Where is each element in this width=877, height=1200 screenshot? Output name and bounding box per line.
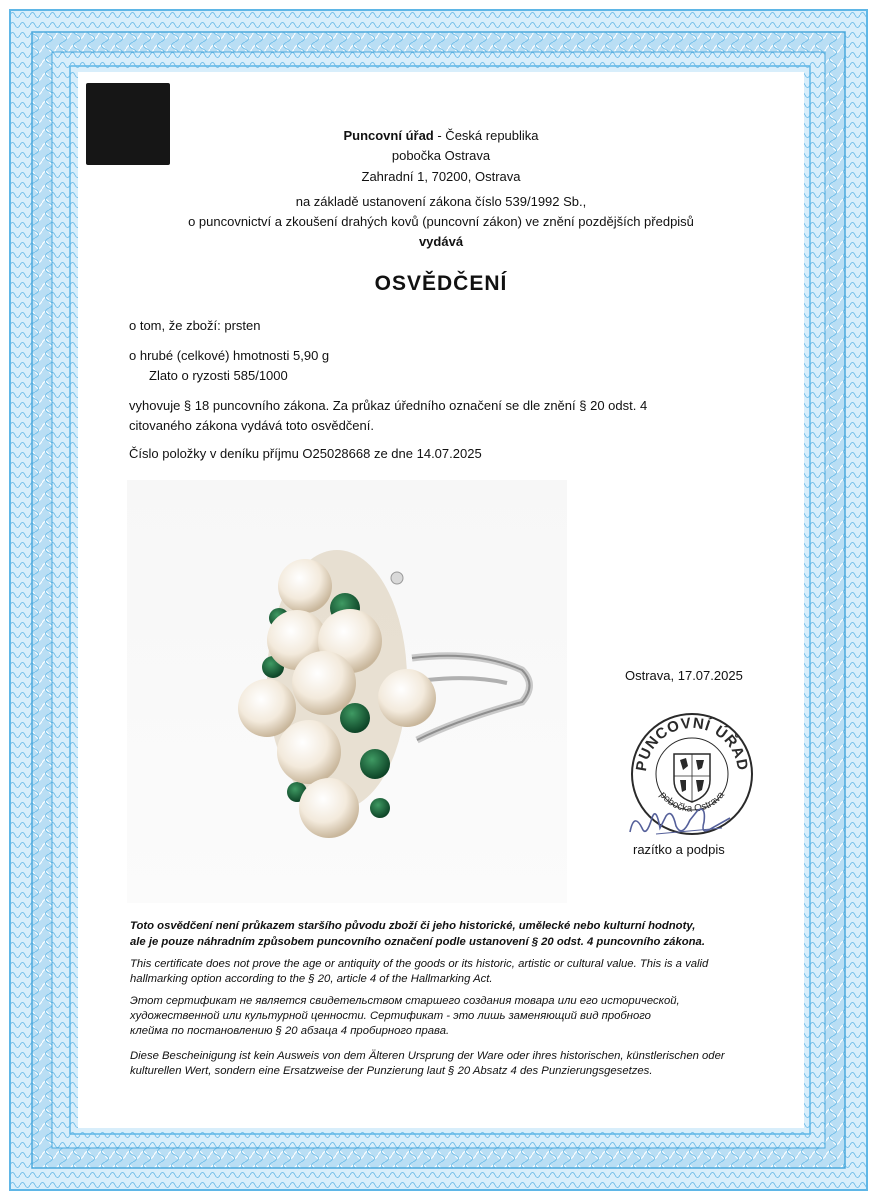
footer-ru-3: клейма по постановлению § 20 абзаца 4 пробирного права. [130,1025,450,1037]
footer-cz-1: Toto osvědčení není průkazem staršího původu zboží či jeho historické, umělecké nebo kulturní hodnoty, [130,920,696,932]
footer-en-1: This certificate does not prove the age or antiquity of the goods or its historic, artistic or cultural value. This is a valid [130,958,709,970]
compliance-line-2: citovaného zákona vydává toto osvědčení. [129,418,374,433]
footer-cz-2: ale je pouze náhradním způsobem puncovního označení podle ustanovení § 20 odst. 4 puncovního zákona. [130,936,705,948]
item-line: o tom, že zboží: prsten [129,318,261,333]
compliance-line-1: vyhovuje § 18 puncovního zákona. Za průkaz úředního označení se dle znění § 20 odst. 4 [129,398,648,413]
place-date: Ostrava, 17.07.2025 [625,668,743,683]
footer-en-2: hallmarking option according to the § 20, article 4 of the Hallmarking Act. [130,973,493,985]
office-name: Puncovní úřad - Česká republika [343,128,539,143]
stamp-top-text: PUNCOVNÍ ÚŘAD [632,714,752,773]
law-line-1: na základě ustanovení zákona číslo 539/1992 Sb., [295,194,587,209]
footer-ru-1: Этот сертификат не является свидетельством старшего создания товара или его исторической, [130,995,680,1007]
law-line-2: o puncovnictví a zkoušení drahých kovů (puncovní zákon) ve znění pozdějších předpisů [188,214,694,229]
fineness-line: Zlato o ryzosti 585/1000 [149,368,288,383]
office-branch: pobočka Ostrava [391,148,491,163]
footer-de-2: kulturellen Wert, sondern eine Ersatzweise der Punzierung laut § 20 Absatz 4 des Punzierungsgesetzes. [130,1065,653,1077]
weight-line: o hrubé (celkové) hmotnosti 5,90 g [129,348,330,363]
footer-ru-2: художественной или культурной ценности. Сертификат - это лишь заменяющий вид пробного [130,1010,651,1022]
issues-label: vydává [418,234,464,249]
office-address: Zahradní 1, 70200, Ostrava [361,169,521,184]
certificate-title: OSVĚDČENÍ [374,272,508,295]
signature-label: razítko a podpis [633,842,725,857]
record-line: Číslo položky v deníku příjmu O25028668 ze dne 14.07.2025 [129,446,482,461]
signature [626,798,746,844]
footer-de-1: Diese Bescheinigung ist kein Ausweis von dem Älteren Ursprung der Ware oder ihres historischen, künstlerischen oder [130,1050,725,1062]
ring-photo [127,480,567,903]
stamp-bottom-text: pobočka Ostrava [657,789,727,815]
